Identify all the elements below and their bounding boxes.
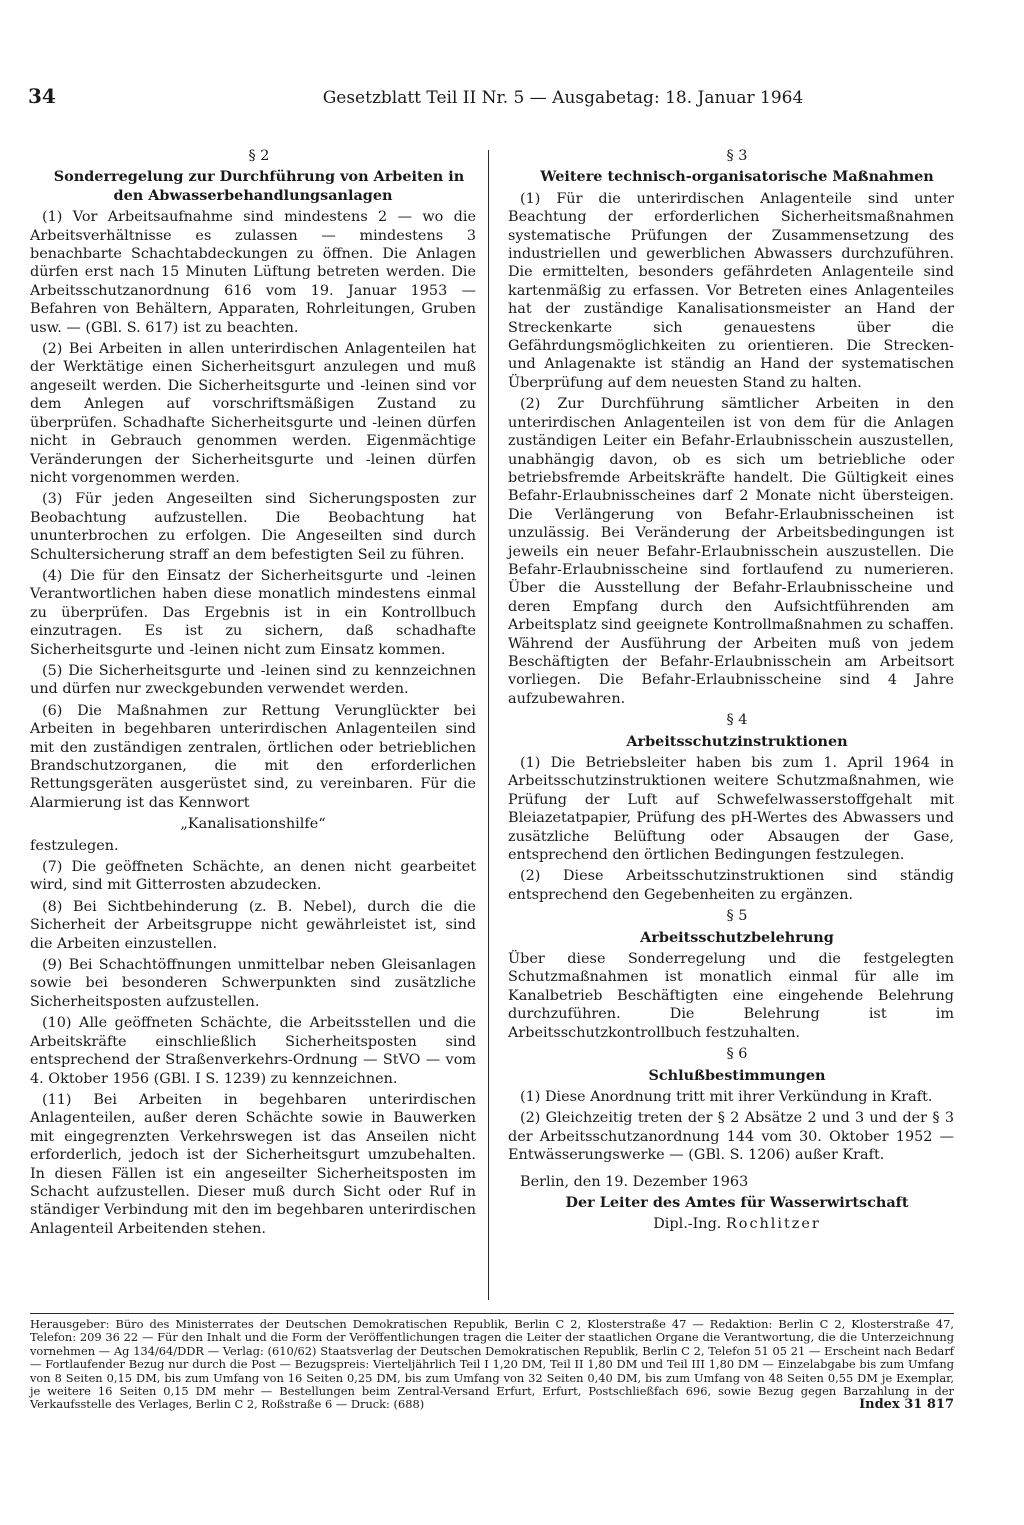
paragraph-continuation: festzulegen. — [30, 837, 119, 854]
code-word-quote: „Kanalisationshilfe“ — [180, 816, 326, 833]
paragraph: (2) Diese Arbeitsschutzinstruktionen sind ständig entsprechend den Gegebenheiten zu ergänzen. — [508, 868, 954, 903]
page-header — [28, 84, 958, 114]
signatory-prefix: Dipl.-Ing. — [653, 1216, 722, 1233]
section-5-title: Arbeitsschutzbelehrung — [640, 928, 834, 946]
section-6-heading: § 6 — [726, 1046, 748, 1063]
paragraph: (1) Für die unterirdischen Anlagenteile sind unter Beachtung der erforderlichen Sicherheitsmaßnahmen systematische Prüfungen der Zusammensetzung des industriellen und gewerblichen Abwassers durchzuführen. Die ermittelten, besonders gefährdeten Anlagenteile sind kartenmäßig zu erfassen. Vor Betreten eines Anlagenteiles hat der zuständige Kanalisationsmeister an Hand der Streckenkarte sich genauestens über die Gefährdungsmöglichkeiten zu orientieren. Die Strecken- und Anlagenakte ist ständig an Hand der systematischen Überprüfung auf dem neuesten Stand zu halten. — [508, 190, 954, 391]
paragraph: (2) Bei Arbeiten in allen unterirdischen Anlagenteilen hat der Werktätige einen Sicherheitsgurt anzulegen und muß angeseilt werden. Die Sicherheitsgurte und -leinen sind vor dem Anlegen auf vorschriftsmäßigen Zustand zu überprüfen. Schadhafte Sicherheitsgurte und -leinen dürfen nicht in Gebrauch genommen werden. Eigenmächtige Veränderungen der Sicherheitsgurte und -leinen dürfen nicht vorgenommen werden. — [30, 341, 476, 486]
paragraph: (1) Vor Arbeitsaufnahme sind mindestens 2 — wo die Arbeitsverhältnisse es zulassen — mindestens 3 benachbarte Schachtabdeckungen zu öffnen. Die Anlagen dürfen erst nach 15 Minuten Lüftung betreten werden. Die Arbeitsschutzanordnung 616 vom 19. Januar 1953 — Befahren von Behältern, Apparaten, Rohrleitungen, Gruben usw. — (GBl. S. 617) ist zu beachten. — [30, 209, 476, 336]
paragraph: (2) Gleichzeitig treten der § 2 Absätze 2 und 3 und der § 3 der Arbeitsschutzanordnung 144 vom 30. Oktober 1952 — Entwässerungswerke — (GBl. S. 1206) außer Kraft. — [508, 1110, 954, 1164]
place-date: Berlin, den 19. Dezember 1963 — [520, 1173, 749, 1190]
paragraph: (8) Bei Sichtbehinderung (z. B. Nebel), durch die die Sicherheit der Arbeitsgruppe nicht gewährleistet ist, sind die Arbeiten einzustellen. — [30, 898, 476, 952]
paragraph: (6) Die Maßnahmen zur Rettung Verunglückter bei Arbeiten in begehbaren unterirdischen Anlagenteilen sind mit den zuständigen zentralen, örtlichen oder betrieblichen Brandschutzorganen, die mit den erforderlichen Rettungsgeräten ausgerüstet sind, zu vereinbaren. Für die Alarmierung ist das Kennwort — [30, 702, 476, 811]
page-number: 34 — [28, 84, 56, 108]
section-2-title: Sonderregelung zur Durchführung von Arbeiten in den Abwasserbehandlungsanlagen — [53, 168, 465, 204]
paragraph: (2) Zur Durchführung sämtlicher Arbeiten in den unterirdischen Anlagenteilen ist von dem für die Anlagen zuständigen Leiter ein Befahr-Erlaubnisschein auszustellen, unabhängig davon, ob es sich um betriebliche oder betriebsfremde Arbeitskräfte handelt. Die Gültigkeit eines Befahr-Erlaubnisscheines darf 2 Monate nicht übersteigen. Die Verlängerung von Befahr-Erlaubnisscheinen ist unzulässig. Bei Veränderung der Arbeitsbedingungen ist jeweils ein neuer Befahr-Erlaubnisschein auszustellen. Die Befahr-Erlaubnisscheine sind fortlaufend zu numerieren. Über die Ausstellung der Befahr-Erlaubnisscheine und deren Empfang durch den Aufsichtführenden am Arbeitsplatz sind geeignete Kontrollmaßnahmen zu schaffen. Während der Ausführung der Arbeiten muß von jedem Beschäftigten der Befahr-Erlaubnisschein am Arbeitsort vorliegen. Die Befahr-Erlaubnisscheine sind 4 Jahre aufzubewahren. — [508, 396, 954, 707]
section-3-heading: § 3 — [726, 148, 748, 164]
section-2-heading: § 2 — [248, 148, 270, 164]
paragraph: Über diese Sonderregelung und die festgelegten Schutzmaßnahmen ist monatlich einmal für alle im Kanalbetrieb Beschäftigten eine eingehende Belehrung durchzuführen. Die Belehrung ist im Arbeitsschutzkontrollbuch festzuhalten. — [508, 951, 954, 1041]
imprint-text: Herausgeber: Büro des Ministerrates der Deutschen Demokratischen Republik, Berlin C 2, Klosterstraße 47 — Redaktion: Berlin C 2, Klosterstraße 47, Telefon: 209 36 22 — Für den Inhalt und die Form der Veröffentlichungen tragen die Leiter der staatlichen Organe die Verantwortung, die die Unterzeichnung vornehmen — Ag 134/64/DDR — Verlag: (610/62) Staatsverlag der Deutschen Demokratischen Republik, Berlin C 2, Telefon 51 05 21 — Erscheint nach Bedarf — Fortlaufender Bezug nur durch die Post — Bezugspreis: Vierteljährlich Teil I 1,20 DM, Teil II 1,80 DM und Teil III 1,80 DM — Einzelabgabe bis zum Umfang von 8 Seiten 0,15 DM, bis zum Umfang von 16 Seiten 0,25 DM, bis zum Umfang von 32 Seiten 0,40 DM, bis zum Umfang von 48 Seiten 0,55 DM je Exemplar, je weitere 16 Seiten 0,15 DM mehr — Bestellungen beim Zentral-Versand Erfurt, Erfurt, Postschließfach 696, sowie Bezug gegen Barzahlung in der Verkaufsstelle des Verlages, Berlin C 2, Roßstraße 6 — Druck: (688) — [30, 1317, 954, 1412]
signatory-name: Rochlitzer — [725, 1216, 821, 1233]
column-divider — [488, 150, 489, 1300]
paragraph: (3) Für jeden Angeseilten sind Sicherungsposten zur Beobachtung aufzustellen. Die Beobachtung hat ununterbrochen zu erfolgen. Die Angeseilten sind durch Schultersicherung straff an dem befestigten Seil zu führen. — [30, 491, 476, 563]
signatory-title: Der Leiter des Amtes für Wasserwirtschaft — [565, 1193, 909, 1211]
signatory — [508, 1215, 954, 1233]
index-number: Index 31 817 — [859, 1397, 954, 1413]
paragraph: (4) Die für den Einsatz der Sicherheitsgurte und -leinen Verantwortlichen haben diese monatlich mindestens einmal zu überprüfen. Das Ergebnis ist in ein Kontrollbuch einzutragen. Es ist zu sichern, daß schadhafte Sicherheitsgurte und -leinen nicht zum Einsatz kommen. — [30, 567, 476, 658]
section-3-title: Weitere technisch-organisatorische Maßnahmen — [540, 168, 934, 186]
paragraph: (10) Alle geöffneten Schächte, die Arbeitsstellen und die Arbeitskräfte einschließlich Sicherheitsposten sind entsprechend der Straßenverkehrs-Ordnung — StVO — vom 4. Oktober 1956 (GBl. I S. 1239) zu kennzeichnen. — [30, 1015, 476, 1087]
paragraph: (1) Die Betriebsleiter haben bis zum 1. April 1964 in Arbeitsschutzinstruktionen weitere Schutzmaßnahmen, wie Prüfung der Luft auf Schwefelwasserstoffgehalt mit Bleiazetatpapier, Prüfung des pH-Wertes des Abwassers und zusätzliche Belüftung oder Absaugen der Gase, entsprechend den örtlichen Bedingungen festzulegen. — [508, 755, 954, 864]
paragraph: (7) Die geöffneten Schächte, an denen nicht gearbeitet wird, sind mit Gitterrosten abzudecken. — [30, 859, 476, 894]
left-column — [30, 147, 476, 1241]
right-column — [508, 147, 954, 1237]
paragraph: (9) Bei Schachtöffnungen unmittelbar neben Gleisanlagen sowie bei besonderen Schwerpunkten sind zusätzliche Sicherheitsposten aufzustellen. — [30, 957, 476, 1010]
section-6-title: Schlußbestimmungen — [648, 1066, 826, 1084]
paragraph: (11) Bei Arbeiten in begehbaren unterirdischen Anlagenteilen, außer deren Schächte sowie in Bauwerken mit eingegrenzten Verkehrswegen ist das Anseilen nicht erforderlich, jedoch ist der Sicherheitsgurt umzubehalten. In diesen Fällen ist ein angeseilter Sicherheitsposten im Schacht aufzustellen. Dieser muß durch Sicht oder Ruf in ständiger Verbindung mit den im begehbaren unterirdischen Anlagenteil Arbeitenden stehen. — [30, 1091, 476, 1237]
section-5-heading: § 5 — [726, 908, 748, 925]
paragraph: (5) Die Sicherheitsgurte und -leinen sind zu kennzeichnen und dürfen nur zweckgebunden verwendet werden. — [30, 662, 476, 698]
paragraph: (1) Diese Anordnung tritt mit ihrer Verkündung in Kraft. — [520, 1088, 933, 1105]
section-4-heading: § 4 — [726, 712, 748, 729]
header-title: Gesetzblatt Teil II Nr. 5 — Ausgabetag: 18. Januar 1964 — [322, 88, 804, 108]
section-4-title: Arbeitsschutzinstruktionen — [626, 732, 848, 750]
footer-divider — [30, 1313, 954, 1314]
imprint-footer — [30, 1318, 954, 1412]
